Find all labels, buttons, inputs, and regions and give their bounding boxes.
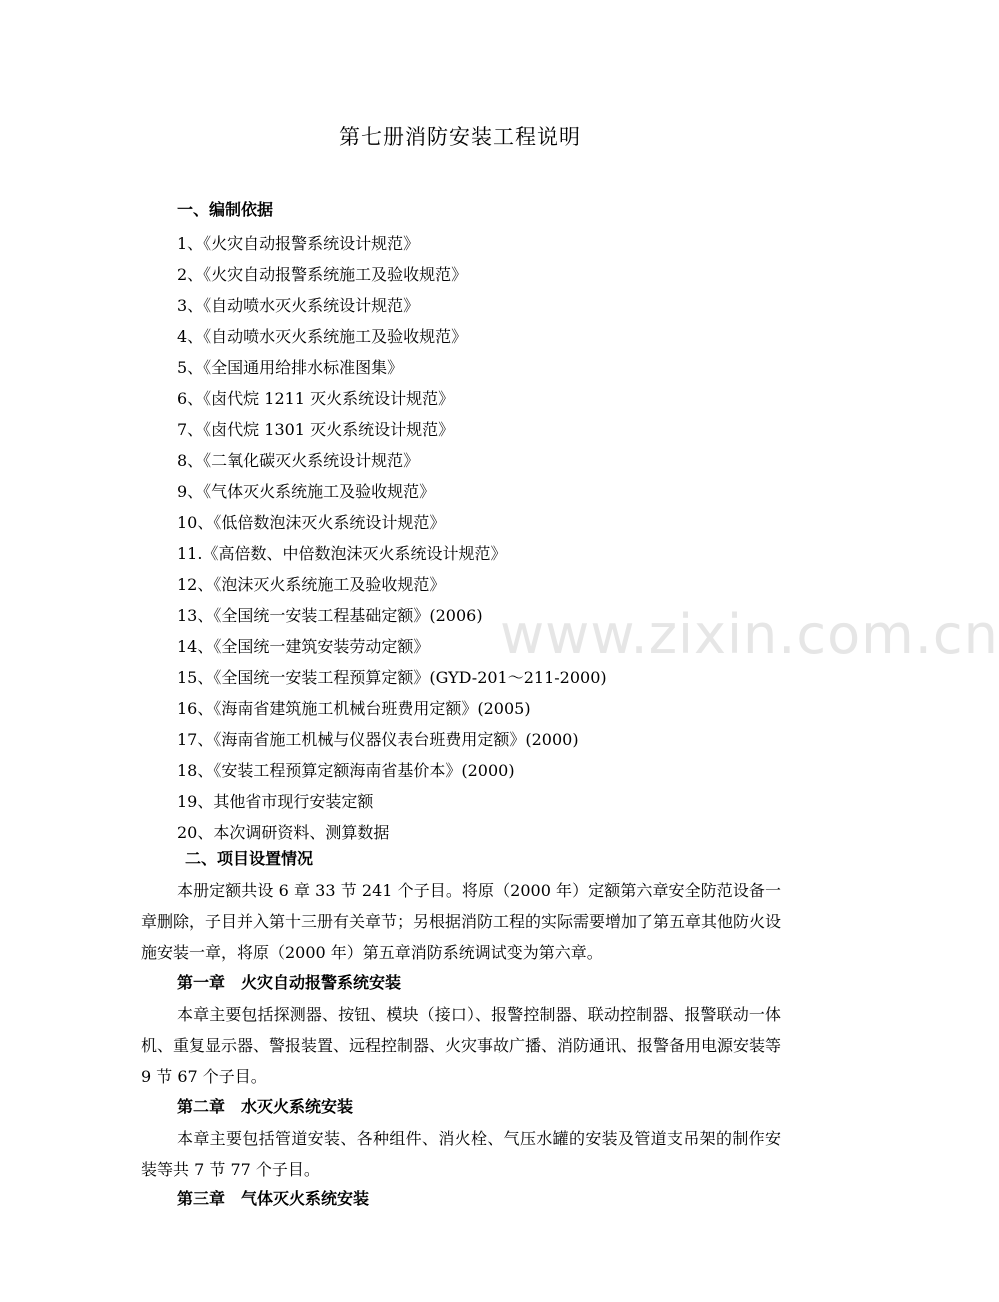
list-item: 16、《海南省建筑施工机械台班费用定额》(2005) — [177, 699, 531, 718]
list-item: 15、《全国统一安装工程预算定额》(GYD-201～211-2000) — [177, 668, 607, 687]
list-item: 12、《泡沫灭火系统施工及验收规范》 — [177, 575, 446, 594]
list-item: 13、《全国统一安装工程基础定额》(2006) — [177, 606, 483, 625]
chapter-heading-3: 第三章 气体灭火系统安装 — [177, 1189, 370, 1208]
section-intro-paragraph: 本册定额共设 6 章 33 节 241 个子目。将原（2000 年）定额第六章安全防范设备一章删除，子目并入第十三册有关章节；另根据消防工程的实际需要增加了第五章其他防火设施安装一章，将原（2000 年）第五章消防系统调试变为第六章。 — [141, 881, 782, 962]
list-item: 14、《全国统一建筑安装劳动定额》 — [177, 637, 430, 656]
list-item: 17、《海南省施工机械与仪器仪表台班费用定额》(2000) — [177, 730, 579, 749]
chapter-paragraph-1: 本章主要包括探测器、按钮、模块（接口）、报警控制器、联动控制器、报警联动一体机、重复显示器、警报装置、远程控制器、火灾事故广播、消防通讯、报警备用电源安装等 9 节 67 个子目。 — [141, 1005, 782, 1086]
list-item: 2、《火灾自动报警系统施工及验收规范》 — [177, 265, 468, 284]
list-item: 3、《自动喷水灭火系统设计规范》 — [177, 296, 420, 315]
list-item: 8、《二氧化碳灭火系统设计规范》 — [177, 451, 420, 470]
list-item: 9、《气体灭火系统施工及验收规范》 — [177, 482, 436, 501]
list-item: 10、《低倍数泡沫灭火系统设计规范》 — [177, 513, 446, 532]
list-item: 11.《高倍数、中倍数泡沫灭火系统设计规范》 — [177, 544, 507, 563]
list-item: 7、《卤代烷 1301 灭火系统设计规范》 — [177, 420, 455, 439]
list-item: 18、《安装工程预算定额海南省基价本》(2000) — [177, 761, 515, 780]
list-item: 4、《自动喷水灭火系统施工及验收规范》 — [177, 327, 468, 346]
section-heading-basis: 一、编制依据 — [177, 200, 274, 219]
document-title: 第七册消防安装工程说明 — [339, 125, 581, 149]
list-item: 19、其他省市现行安装定额 — [177, 792, 374, 811]
section-heading-items: 二、项目设置情况 — [185, 849, 314, 868]
list-item: 5、《全国通用给排水标准图集》 — [177, 358, 404, 377]
watermark: www.zixin.com.cn — [500, 603, 999, 666]
list-item: 6、《卤代烷 1211 灭火系统设计规范》 — [177, 389, 455, 408]
list-item: 20、本次调研资料、测算数据 — [177, 823, 390, 842]
chapter-paragraph-2: 本章主要包括管道安装、各种组件、消火栓、气压水罐的安装及管道支吊架的制作安装等共 7 节 77 个子目。 — [141, 1129, 781, 1179]
reference-list — [177, 228, 607, 848]
chapter-heading-2: 第二章 水灭火系统安装 — [177, 1097, 354, 1116]
list-item: 1、《火灾自动报警系统设计规范》 — [177, 234, 420, 253]
chapter-heading-1: 第一章 火灾自动报警系统安装 — [177, 973, 402, 992]
